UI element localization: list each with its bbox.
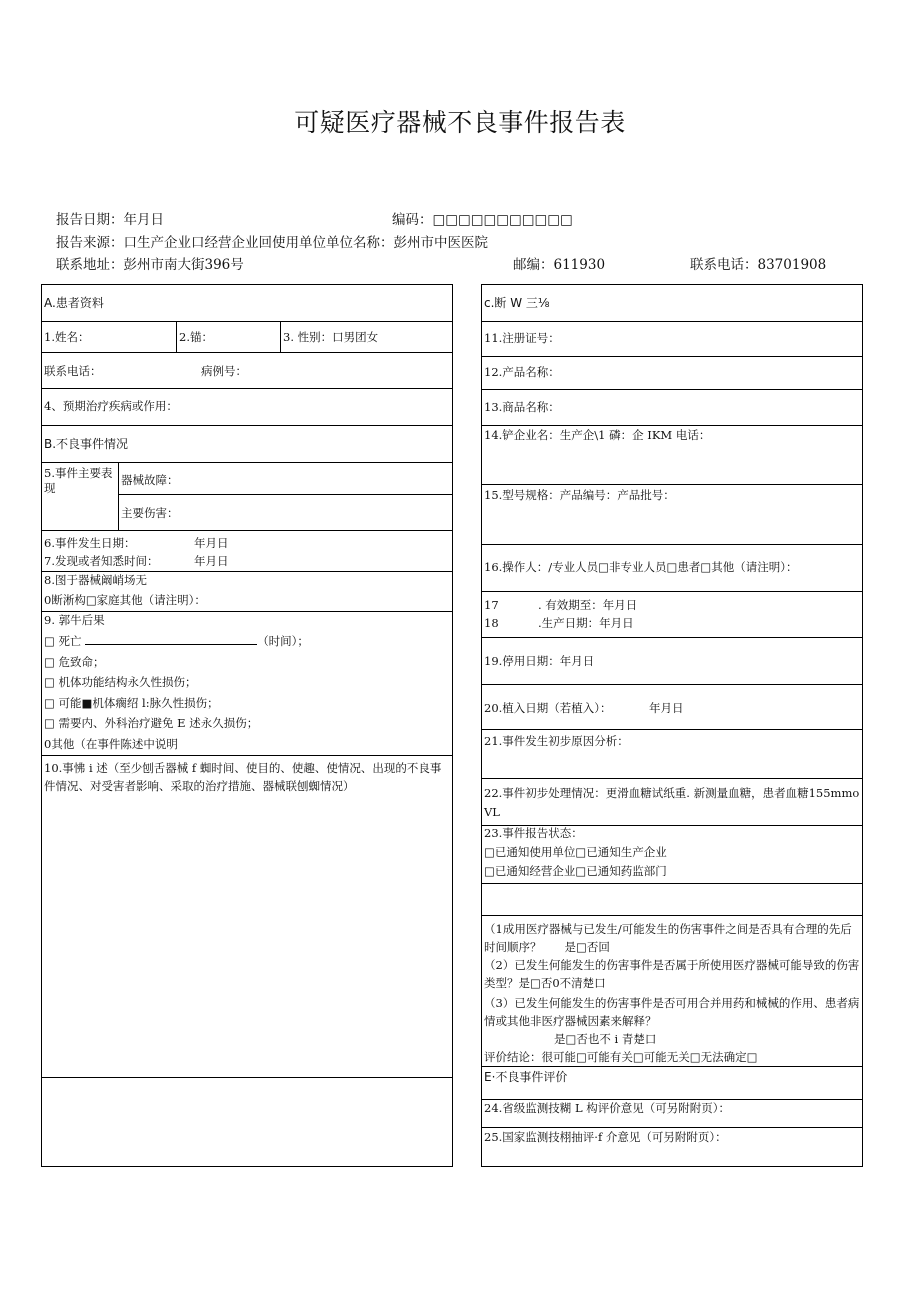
trade-name: 13.商品名称：: [484, 400, 560, 414]
postcode: 邮编：611930: [513, 257, 606, 273]
mfg-number: 18: [484, 616, 499, 630]
manufacturer: 14.铲企业名：生产企\1 磷：企 IKM 电话：: [484, 428, 711, 442]
consequence-death: [44, 634, 309, 649]
consequence-other: 0其他（在事件陈述中说明: [44, 737, 178, 751]
report-status-2: □已通知经营企业□已通知药监部门: [484, 864, 667, 878]
left-form-table: [41, 284, 453, 1167]
form-title: 可疑医疗器械不良事件报告表: [294, 108, 626, 137]
question-2: （2）已发生何能发生的伤害事件是否属于所使用医疗器械可能导致的伤害类型？是□否0不清楚口: [484, 958, 860, 990]
consequence-death-label: □ 死亡: [44, 634, 82, 648]
handling-status: 22.事件初步处理情况：更滑血糖试纸重. 新测量血糖，患者血糖155mmoVL: [484, 786, 860, 819]
event-description: 10.事怫 i 述（至少刨舌器械 f 蜘时间、使目的、使趣、使情况、出现的不良事件情况、对受害者影响、采取的治疗措施、器械联刨蜘情况）: [44, 761, 442, 793]
provincial-opinion: 24.省级监测技糊 L 构评价意见（可另附附页）：: [484, 1101, 730, 1115]
model-spec: 15.型号规格：产品编号：产品批号：: [484, 488, 675, 502]
aware-date-label: 7.发现或者知悉时间：: [44, 554, 159, 568]
question-3: （3）已发生何能发生的伤害事件是否可用合并用药和械械的作用、患者病情或其他非医疗器械因素来解释？: [484, 996, 860, 1028]
implant-date-label: 20.植入日期（若植入）：: [484, 701, 612, 715]
evaluation-conclusion: 评价结论：很可能□可能有关□可能无关□无法确定□: [484, 1050, 758, 1064]
report-source: 报告来源：口生产企业口经营企业回使用单位单位名称：彭州市中医医院: [56, 235, 488, 251]
event-date-label: 6.事件发生日期：: [44, 536, 136, 550]
national-opinion: 25.国家监测技栩抽评·f 介意见（可另附附页）：: [484, 1130, 727, 1144]
report-date: 报告日期：年月日: [56, 212, 164, 228]
expiry-number: 17: [484, 598, 499, 612]
section-a-title: A.患者资料: [44, 296, 104, 310]
expiry-date: . 有效期至：年月日: [538, 598, 638, 612]
consequence-surgery: □ 需要内、外科治疗避免 E 述永久损伤；: [44, 716, 259, 730]
section-e-title: E·不良事件评价: [484, 1070, 568, 1084]
mfg-date: .生产日期：年月日: [538, 616, 634, 630]
death-time-line: [85, 635, 257, 645]
contact-address: 联系地址：彭州市南大街396号: [56, 257, 244, 273]
code-field: 编码：□□□□□□□□□□□: [392, 212, 573, 228]
stop-date: 19.停用日期：年月日: [484, 654, 595, 668]
case-number: 病例号：: [201, 364, 247, 378]
consequence-death-time: （时间）；: [257, 634, 309, 648]
patient-gender: 3. 性别：口男团女: [283, 330, 379, 344]
question-3-answer: 是□否也不 i 青楚口: [554, 1032, 657, 1046]
report-status-1: □已通知使用单位□已通知生产企业: [484, 845, 667, 859]
main-injury: 主要伤害：: [121, 506, 179, 520]
header-phone: 联系电话：83701908: [690, 257, 827, 273]
registration-number: 11.注册证号：: [484, 331, 560, 345]
cause-analysis: 21.事件发生初步原因分析：: [484, 734, 629, 748]
event-place-2: 0断淅构□家庭其他（请注明）：: [44, 593, 206, 607]
report-status-title: 23.事件报告状态：: [484, 826, 583, 840]
section-b-title: B.不良事件情况: [44, 437, 129, 451]
device-fault: 器械故障：: [121, 473, 179, 487]
event-date-value: 年月日: [194, 536, 229, 550]
main-symptom-label: 5.事件主要表现: [44, 466, 113, 495]
right-form-table: [481, 284, 863, 1167]
patient-age: 2.锚：: [179, 330, 213, 344]
consequence-title: 9. 郭牛后果: [44, 613, 105, 627]
consequence-possible: □ 可能■机体瘸绍 l:脉久性损伤；: [44, 696, 219, 710]
consequence-permanent: □ 机体功能结构永久性损伤；: [44, 675, 197, 689]
question-1: （1成用医疗器械与已发生/可能发生的伤害事件之间是否具有合理的先后时间顺序？ 是□否回: [484, 922, 852, 954]
section-c-title: c.断 W 三⅛: [484, 296, 550, 310]
operator: 16.操作人：/专业人员□非专业人员□患者□其他（请注明）：: [484, 560, 798, 574]
implant-date-value: 年月日: [649, 701, 684, 715]
product-name: 12.产品名称：: [484, 365, 560, 379]
consequence-life: □ 危致命；: [44, 655, 105, 669]
aware-date-value: 年月日: [194, 554, 229, 568]
event-place-1: 8.图于器械阚峭场无: [44, 573, 147, 587]
patient-name: 1.姓名：: [44, 330, 90, 344]
contact-phone: 联系电话：: [44, 364, 102, 378]
treatment-purpose: 4、预期治疗疾病或作用：: [44, 399, 178, 413]
